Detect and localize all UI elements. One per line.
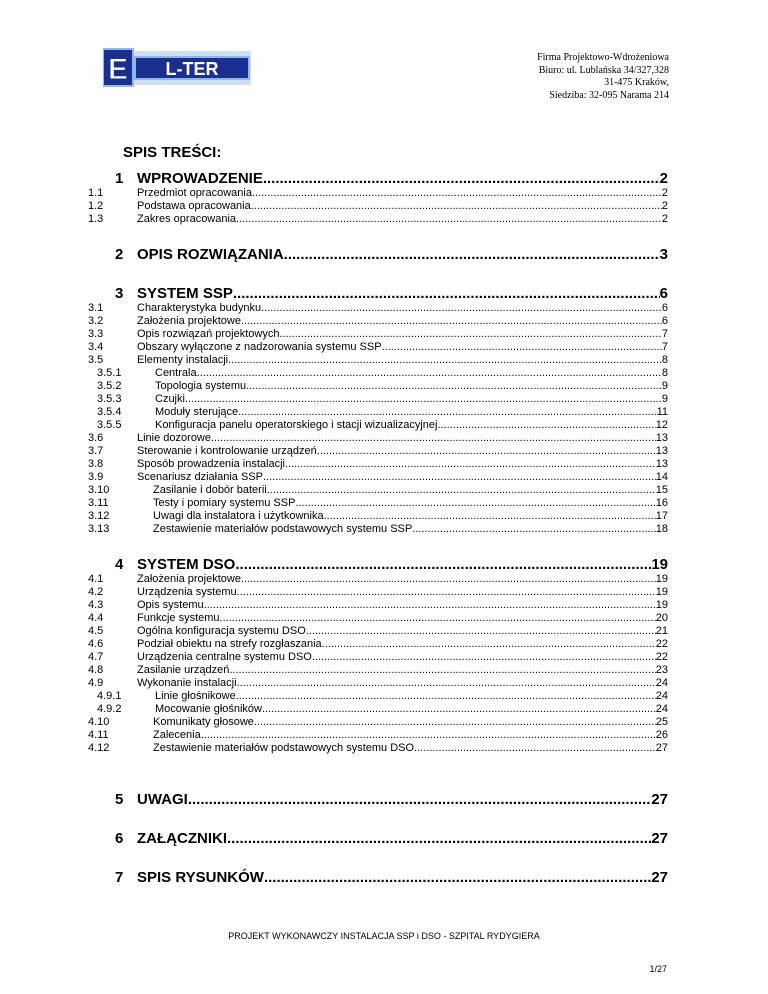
toc-entry-leader xyxy=(137,187,668,199)
toc-entry-page: 26 xyxy=(655,729,668,741)
toc-entry-page: 22 xyxy=(655,651,668,663)
toc-entry-number: 3.5.3 xyxy=(97,393,122,405)
toc-entry-leader xyxy=(137,315,668,327)
toc-entry-number: 3.13 xyxy=(88,523,110,535)
toc-entry-leader xyxy=(153,484,668,496)
toc-entry-leader xyxy=(155,393,668,405)
toc-dot-leader xyxy=(235,556,651,573)
toc-entry-number: 1 xyxy=(115,170,124,187)
toc-entry-page: 6 xyxy=(659,285,668,302)
toc-entry-page: 8 xyxy=(661,367,668,379)
toc-entry-number: 3.6 xyxy=(88,432,104,444)
toc-entry-page: 7 xyxy=(661,341,668,353)
toc-entry-title: WPROWADZENIE xyxy=(137,170,263,187)
toc-entry-leader xyxy=(137,638,668,650)
toc-entry-page: 24 xyxy=(655,690,668,702)
toc-dot-leader xyxy=(414,742,656,754)
toc-entry-page: 13 xyxy=(655,458,668,470)
toc-entry-number: 6 xyxy=(115,830,124,847)
toc-dot-leader xyxy=(241,315,662,327)
toc-entry-number: 3 xyxy=(115,285,124,302)
toc-entry-number: 3.3 xyxy=(88,328,104,340)
toc-entry-number: 3.2 xyxy=(88,315,104,327)
toc-entry-number: 3.4 xyxy=(88,341,104,353)
toc-entry-title: Linie dozorowe xyxy=(137,432,211,444)
toc-entry-page: 3 xyxy=(659,246,668,263)
toc-dot-leader xyxy=(220,612,656,624)
footer-text: PROJEKT WYKONAWCZY INSTALACJA SSP i DSO - SZPITAL RYDYGIERA xyxy=(228,931,540,941)
toc-dot-leader xyxy=(241,573,656,585)
el-ter-logo xyxy=(103,48,253,88)
toc-entry-title: Centrala. xyxy=(155,367,200,379)
toc-entry-title: Zasilanie urządzeń xyxy=(137,664,230,676)
toc-dot-leader xyxy=(204,599,656,611)
toc-dot-leader xyxy=(267,484,656,496)
toc-entry-leader xyxy=(137,432,668,444)
toc-entry-page: 27 xyxy=(651,830,668,847)
toc-dot-leader xyxy=(237,586,656,598)
toc-entry-number: 4.5 xyxy=(88,625,104,637)
toc-dot-leader xyxy=(211,432,656,444)
toc-entry-leader xyxy=(155,419,668,431)
toc-entry-title: Testy i pomiary systemu SSP xyxy=(153,497,296,509)
toc-entry-title: Ogólna konfiguracja systemu DSO xyxy=(137,625,306,637)
toc-entry-leader xyxy=(137,599,668,611)
toc-entry-page: 11 xyxy=(656,406,668,418)
toc-entry-page: 9 xyxy=(661,380,668,392)
toc-entry-leader xyxy=(137,354,668,366)
toc-dot-leader xyxy=(264,869,651,886)
toc-entry-title: Urządzenia centralne systemu DSO xyxy=(137,651,312,663)
toc-entry-number: 3.12 xyxy=(88,510,110,522)
toc-entry-title: Komunikaty głosowe xyxy=(153,716,254,728)
toc-entry-title: Urządzenia systemu xyxy=(137,586,237,598)
toc-entry-page: 13 xyxy=(655,432,668,444)
toc-entry-leader xyxy=(155,406,668,418)
toc-entry-title: SYSTEM SSP xyxy=(137,285,233,302)
toc-title: SPIS TREŚCI: xyxy=(123,144,222,161)
toc-entry-title: Zakres opracowania xyxy=(137,213,237,225)
toc-entry-title: Zestawienie materiałów podstawowych systemu SSP xyxy=(153,523,413,535)
toc-dot-leader xyxy=(227,830,651,847)
toc-dot-leader xyxy=(254,716,656,728)
toc-dot-leader xyxy=(263,471,656,483)
toc-entry-number: 3.5 xyxy=(88,354,104,366)
toc-entry-leader xyxy=(155,703,668,715)
svg-text:L-TER: L-TER xyxy=(165,59,219,79)
toc-entry-leader xyxy=(137,328,668,340)
toc-dot-leader xyxy=(246,380,662,392)
toc-dot-leader xyxy=(322,638,656,650)
toc-entry-leader xyxy=(137,341,668,353)
toc-dot-leader xyxy=(312,651,656,663)
toc-entry-number: 4.9.1 xyxy=(97,690,122,702)
toc-entry-page: 13 xyxy=(655,445,668,457)
toc-entry-title: Założenia projektowe xyxy=(137,315,241,327)
toc-entry-page: 19 xyxy=(655,573,668,585)
toc-entry-leader xyxy=(137,471,668,483)
toc-entry-title: Linie głośnikowe xyxy=(155,690,236,702)
page-number: 1/27 xyxy=(649,964,667,974)
toc-entry-title: Funkcje systemu xyxy=(137,612,220,624)
toc-dot-leader xyxy=(229,664,655,676)
toc-entry-page: 20 xyxy=(655,612,668,624)
toc-entry-title: ZAŁĄCZNIKI xyxy=(137,830,227,847)
toc-entry-number: 3.5.1 xyxy=(97,367,122,379)
toc-entry-leader xyxy=(153,729,668,741)
toc-entry-leader xyxy=(137,586,668,598)
toc-entry-title: Charakterystyka budynku xyxy=(137,302,262,314)
toc-entry-page: 6 xyxy=(661,302,668,314)
toc-dot-leader xyxy=(284,246,660,263)
toc-entry-number: 3.11 xyxy=(88,497,109,509)
toc-entry-page: 14 xyxy=(655,471,668,483)
toc-entry-leader xyxy=(137,213,668,225)
toc-entry-title: Opis rozwiązań projektowych xyxy=(137,328,280,340)
toc-dot-leader xyxy=(263,170,660,187)
toc-entry-leader xyxy=(137,664,668,676)
toc-entry-leader xyxy=(137,302,668,314)
toc-entry-page: 22 xyxy=(655,638,668,650)
toc-entry-page: 21 xyxy=(655,625,668,637)
toc-entry-page: 27 xyxy=(651,791,668,808)
toc-entry-page: 25 xyxy=(655,716,668,728)
toc-entry-leader xyxy=(137,458,668,470)
toc-entry-title: Obszary wyłączone z nadzorowania systemu SSP xyxy=(137,341,382,353)
toc-entry-page: 2 xyxy=(661,187,668,199)
toc-entry-number: 3.10 xyxy=(88,484,110,496)
toc-entry-title: Przedmiot opracowania xyxy=(137,187,252,199)
toc-entry-leader xyxy=(137,830,668,847)
toc-entry-page: 27 xyxy=(655,742,668,754)
toc-dot-leader xyxy=(237,677,656,689)
toc-dot-leader xyxy=(317,445,656,457)
toc-entry-leader xyxy=(137,612,668,624)
toc-dot-leader xyxy=(306,625,656,637)
toc-entry-number: 4.7 xyxy=(88,651,104,663)
toc-entry-number: 1.2 xyxy=(88,200,104,212)
toc-entry-number: 3.8 xyxy=(88,458,104,470)
toc-entry-leader xyxy=(153,742,668,754)
toc-entry-number: 4.9.2 xyxy=(97,703,122,715)
toc-dot-leader xyxy=(201,729,656,741)
toc-entry-page: 16 xyxy=(655,497,668,509)
toc-dot-leader xyxy=(185,393,662,405)
toc-entry-page: 19 xyxy=(655,599,668,611)
toc-entry-leader xyxy=(153,523,668,535)
toc-entry-leader xyxy=(137,246,668,263)
toc-dot-leader xyxy=(324,510,656,522)
toc-entry-title: Podział obiektu na strefy rozgłaszania xyxy=(137,638,322,650)
company-address xyxy=(537,52,669,102)
toc-entry-title: SPIS RYSUNKÓW xyxy=(137,869,264,886)
toc-entry-page: 15 xyxy=(655,484,668,496)
toc-entry-title: Zalecenia xyxy=(153,729,201,741)
company-line: 31-475 Kraków, xyxy=(604,77,669,88)
toc-dot-leader xyxy=(285,458,656,470)
toc-entry-title: Opis systemu xyxy=(137,599,204,611)
toc-entry-number: 3.5.2 xyxy=(97,380,122,392)
toc-entry-number: 3.7 xyxy=(88,445,104,457)
toc-entry-number: 3.5.4 xyxy=(97,406,122,418)
toc-entry-title: Zasilanie i dobór baterii xyxy=(153,484,267,496)
toc-dot-leader xyxy=(236,213,662,225)
company-line: Siedziba: 32-095 Narama 214 xyxy=(549,89,669,101)
toc-dot-leader xyxy=(238,406,656,418)
toc-dot-leader xyxy=(236,690,656,702)
toc-entry-title: Wykonanie instalacji xyxy=(137,677,237,689)
toc-entry-page: 18 xyxy=(655,523,668,535)
toc-entry-page: 7 xyxy=(661,328,668,340)
toc-entry-title: OPIS ROZWIĄZANIA xyxy=(137,246,284,263)
toc-entry-page: 2 xyxy=(661,200,668,212)
toc-entry-leader xyxy=(153,716,668,728)
toc-entry-page: 24 xyxy=(655,703,668,715)
toc-entry-page: 19 xyxy=(651,556,668,573)
toc-entry-leader xyxy=(155,367,668,379)
toc-entry-number: 4.8 xyxy=(88,664,104,676)
toc-entry-number: 4.2 xyxy=(88,586,104,598)
toc-entry-title: Sterowanie i kontrolowanie urządzeń xyxy=(137,445,317,457)
toc-entry-leader xyxy=(153,497,668,509)
toc-entry-page: 23 xyxy=(655,664,668,676)
toc-dot-leader xyxy=(261,302,662,314)
toc-entry-leader xyxy=(137,625,668,637)
toc-entry-number: 3.1 xyxy=(88,302,104,314)
toc-entry-leader xyxy=(137,556,668,573)
toc-entry-leader xyxy=(155,380,668,392)
company-line: Firma Projektowo-Wdrożeniowa xyxy=(537,52,669,63)
toc-entry-number: 4.3 xyxy=(88,599,104,611)
company-line: Biuro: ul. Lublańska 34/327,328 xyxy=(538,64,669,76)
toc-entry-number: 1.1 xyxy=(88,187,104,199)
toc-entry-number: 2 xyxy=(115,246,124,263)
toc-dot-leader xyxy=(188,791,651,808)
toc-dot-leader xyxy=(200,367,662,379)
toc-entry-number: 4.11 xyxy=(88,729,109,741)
toc-entry-title: Sposób prowadzenia instalacji xyxy=(137,458,285,470)
toc-entry-title: Podstawa opracowania xyxy=(137,200,251,212)
toc-entry-leader xyxy=(137,285,668,302)
toc-entry-leader xyxy=(137,445,668,457)
svg-text:E: E xyxy=(107,53,129,86)
toc-entry-number: 3.5.5 xyxy=(97,419,122,431)
toc-entry-page: 19 xyxy=(655,586,668,598)
toc-entry-leader xyxy=(137,677,668,689)
toc-entry-leader xyxy=(155,690,668,702)
toc-entry-number: 5 xyxy=(115,791,124,808)
toc-entry-title: Zestawienie materiałów podstawowych systemu DSO xyxy=(153,742,415,754)
toc-entry-title: Założenia projektowe xyxy=(137,573,241,585)
toc-entry-title: Topologia systemu xyxy=(155,380,247,392)
toc-entry-page: 6 xyxy=(661,315,668,327)
toc-entry-number: 4.6 xyxy=(88,638,104,650)
toc-entry-number: 7 xyxy=(115,869,124,886)
toc-entry-page: 9 xyxy=(661,393,668,405)
toc-entry-title: Mocowanie głośników xyxy=(155,703,262,715)
toc-dot-leader xyxy=(382,341,662,353)
toc-dot-leader xyxy=(233,285,660,302)
toc-dot-leader xyxy=(295,497,655,509)
toc-dot-leader xyxy=(438,419,656,431)
toc-entry-number: 4.12 xyxy=(88,742,110,754)
toc-entry-number: 4.10 xyxy=(88,716,110,728)
toc-entry-title: Scenariusz działania SSP xyxy=(137,471,263,483)
toc-entry-title: Konfiguracja panelu operatorskiego i stacji wizualizacyjnej xyxy=(155,419,438,431)
toc-entry-leader xyxy=(137,791,668,808)
toc-dot-leader xyxy=(262,703,656,715)
toc-entry-page: 8 xyxy=(661,354,668,366)
toc-dot-leader xyxy=(228,354,662,366)
toc-entry-title: UWAGI xyxy=(137,791,188,808)
toc-entry-number: 4 xyxy=(115,556,124,573)
toc-entry-title: SYSTEM DSO xyxy=(137,556,236,573)
toc-entry-page: 27 xyxy=(651,869,668,886)
toc-entry-title: Moduły sterujące xyxy=(155,406,239,418)
toc-entry-leader xyxy=(137,869,668,886)
toc-entry-title: Czujki xyxy=(155,393,185,405)
toc-entry-leader xyxy=(137,651,668,663)
toc-entry-title: Uwagi dla instalatora i użytkownika xyxy=(153,510,324,522)
toc-entry-page: 2 xyxy=(661,213,668,225)
toc-entry-number: 4.9 xyxy=(88,677,104,689)
toc-entry-page: 24 xyxy=(655,677,668,689)
toc-dot-leader xyxy=(279,328,661,340)
toc-entry-leader xyxy=(137,170,668,187)
toc-entry-number: 3.9 xyxy=(88,471,104,483)
toc-dot-leader xyxy=(252,187,662,199)
toc-dot-leader xyxy=(251,200,662,212)
toc-entry-leader xyxy=(137,573,668,585)
toc-entry-number: 4.1 xyxy=(88,573,104,585)
toc-entry-leader xyxy=(153,510,668,522)
toc-entry-title: Elementy instalacji xyxy=(137,354,229,366)
toc-entry-page: 12 xyxy=(655,419,668,431)
toc-dot-leader xyxy=(412,523,656,535)
toc-entry-page: 2 xyxy=(659,170,668,187)
toc-entry-number: 4.4 xyxy=(88,612,104,624)
toc-entry-number: 1.3 xyxy=(88,213,104,225)
toc-entry-page: 17 xyxy=(655,510,668,522)
toc-entry-leader xyxy=(137,200,668,212)
